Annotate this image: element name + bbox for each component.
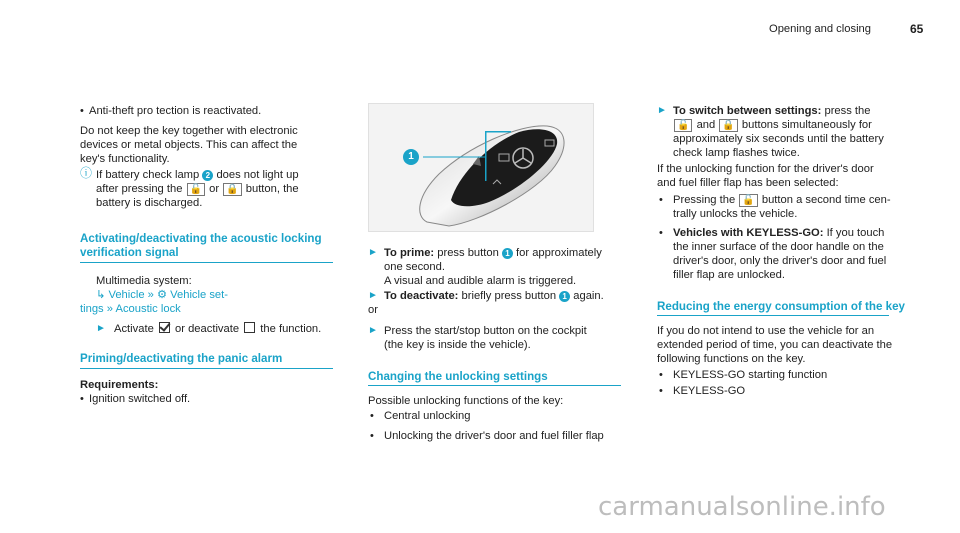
note-line: after pressing the 🔓 or 🔒 button, the [96, 183, 299, 195]
section-heading: Activating/deactivating the acoustic locking [80, 232, 322, 245]
unlock-key-icon: 🔓 [739, 194, 757, 207]
menu-arrow-icon: ↳ [96, 289, 106, 301]
instruction-line: (the key is inside the vehicle). [384, 339, 531, 351]
paragraph-line: extended period of time, you can deactivate the [657, 339, 893, 351]
instruction: Activate or deactivate the function. [114, 323, 322, 335]
bullet-text: trally unlocks the vehicle. [673, 208, 798, 220]
paragraph-line: Do not keep the key together with electronic [80, 125, 298, 137]
section-heading: Reducing the energy consumption of the key [657, 300, 906, 313]
number-badge: 1 [502, 248, 513, 259]
lock-key-icon: 🔒 [223, 183, 241, 196]
bullet-text: KEYLESS-GO [673, 385, 746, 397]
action-arrow-icon: ► [96, 323, 106, 334]
unlock-key-icon: 🔓 [187, 183, 205, 196]
section-heading: Changing the unlocking settings [368, 370, 548, 383]
checkbox-checked-icon [159, 322, 170, 333]
menu-arrow-icon: » [106, 303, 113, 315]
menu-arrow-icon: » [147, 289, 154, 301]
heading-rule [80, 262, 333, 263]
action-arrow-icon: ► [368, 247, 378, 258]
note-line: If battery check lamp 2 does not light up [96, 169, 299, 181]
bullet-icon: • [659, 194, 663, 206]
bullet-text: filler flap are unlocked. [673, 269, 785, 281]
page-number: 65 [910, 22, 924, 36]
bullet-text: Vehicles with KEYLESS-GO: If you touch [673, 227, 885, 239]
bullet-icon: • [659, 227, 663, 239]
bullet-icon: • [80, 105, 84, 117]
paragraph-line: and fuel filler flap has been selected: [657, 177, 839, 189]
heading-rule [657, 315, 889, 316]
instruction-line: check lamp flashes twice. [673, 147, 800, 159]
instruction: To prime: press button 1 for approximately [384, 247, 602, 259]
paragraph-line: If the unlocking function for the driver's door [657, 163, 874, 175]
instruction-line: approximately six seconds until the battery [673, 133, 884, 145]
bullet-icon: • [659, 385, 663, 397]
bullet-text: Unlocking the driver's door and fuel filler flap [384, 430, 604, 442]
menu-path: tings » Acoustic lock [80, 303, 181, 315]
instruction-line: one second. [384, 261, 445, 273]
watermark: carmanualsonline.info [598, 492, 886, 522]
action-arrow-icon: ► [657, 105, 667, 116]
checkbox-empty-icon [244, 322, 255, 333]
instruction-line: A visual and audible alarm is triggered. [384, 275, 577, 287]
callout-badge: 1 [403, 149, 419, 165]
bullet-icon: • [370, 410, 374, 422]
note-line: battery is discharged. [96, 197, 203, 209]
heading-rule [80, 368, 333, 369]
bullet-icon: • [80, 393, 84, 405]
bullet-text: the inner surface of the door handle on the [673, 241, 884, 253]
number-badge: 1 [559, 291, 570, 302]
bullet-text: KEYLESS-GO starting function [673, 369, 828, 381]
heading-rule [368, 385, 621, 386]
paragraph-line: key's functionality. [80, 153, 170, 165]
bullet-text: Anti-theft pro tection is reactivated. [89, 105, 262, 117]
paragraph-line: following functions on the key. [657, 353, 806, 365]
instruction: To switch between settings: press the [673, 105, 871, 117]
section-title: Opening and closing [769, 23, 872, 35]
number-badge: 2 [202, 170, 213, 181]
section-heading: verification signal [80, 246, 179, 259]
bullet-icon: • [659, 369, 663, 381]
menu-path: ↳ Vehicle » ⚙ Vehicle set- [96, 289, 228, 301]
requirements-title: Requirements: [80, 379, 159, 391]
menu-intro: Multimedia system: [96, 275, 192, 287]
paragraph-line: If you do not intend to use the vehicle for an [657, 325, 875, 337]
paragraph-line: Possible unlocking functions of the key: [368, 395, 564, 407]
bullet-text: Pressing the 🔓 button a second time cen- [673, 194, 891, 206]
bullet-text: driver's door, only the driver's door and fuel [673, 255, 887, 267]
bullet-text: Central unlocking [384, 410, 471, 422]
lock-key-icon: 🔒 [719, 119, 737, 132]
instruction: To deactivate: briefly press button 1 again. [384, 290, 604, 302]
key-image [368, 103, 594, 232]
or-text: or [368, 304, 378, 316]
action-arrow-icon: ► [368, 325, 378, 336]
settings-icon: ⚙ [157, 289, 168, 301]
section-heading: Priming/deactivating the panic alarm [80, 352, 283, 365]
paragraph-line: devices or metal objects. This can affect the [80, 139, 298, 151]
bullet-text: Ignition switched off. [89, 393, 191, 405]
instruction-line: Press the start/stop button on the cockpit [384, 325, 587, 337]
action-arrow-icon: ► [368, 290, 378, 301]
info-icon: ⓘ [80, 166, 93, 180]
bullet-icon: • [370, 430, 374, 442]
unlock-key-icon: 🔓 [674, 119, 692, 132]
instruction-line: 🔓 and 🔒 buttons simultaneously for [673, 118, 872, 132]
